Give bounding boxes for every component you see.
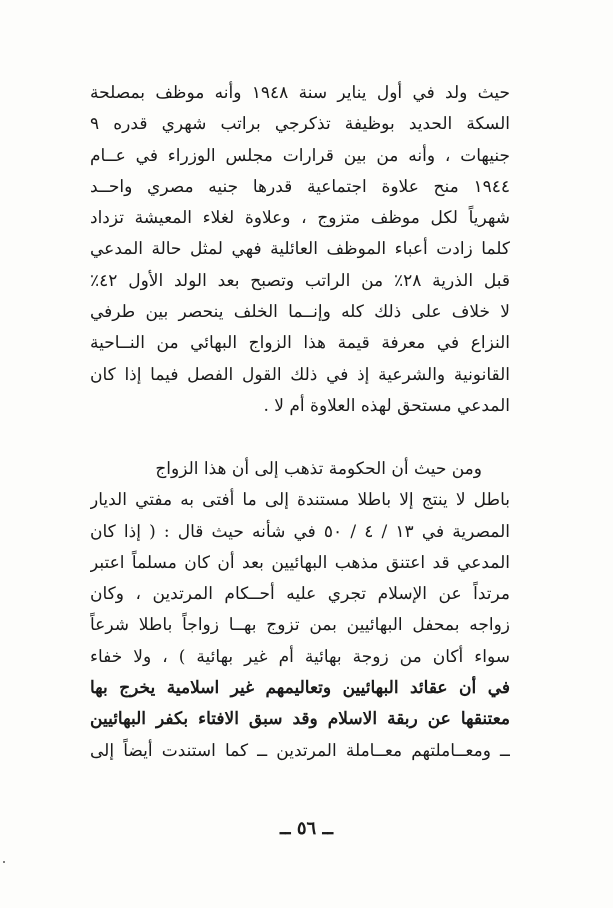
text-line: المدعي قد اعتنق مذهب البهائيين بعد أن كان مسلماً اعتبر	[90, 552, 510, 573]
text-line: ١٩٤٤ منح علاوة اجتماعية قدرها جنيه مصري واحــد	[90, 176, 510, 197]
text-line: المدعي مستحق لهذه العلاوة أم لا .	[263, 395, 510, 416]
text-line: السكة الحديد بوظيفة تذكرجي براتب شهري قدره ٩	[90, 114, 510, 135]
text-line: النزاع في معرفة قيمة هذا الزواج البهائي من النــاحية	[90, 333, 510, 354]
text-line: في أن عقائد البهائيين وتعاليمهم غير اسلامية يخرج بها	[90, 678, 510, 699]
text-line: ومن حيث أن الحكومة تذهب إلى أن هذا الزواج	[155, 459, 482, 479]
text-line: حيث ولد في أول يناير سنة ١٩٤٨ وأنه موظف بمصلحة	[90, 83, 510, 103]
text-line: سواء أكان من زوجة بهائية أم غير بهائية ) ، ولا خفاء	[90, 646, 510, 667]
page-number: ــ ٥٦ ــ	[280, 818, 333, 839]
scan-speck	[3, 861, 5, 863]
text-line: ــ ومعــاملتهم معــاملة المرتدين ــ كما استندت أيضاً إلى	[90, 740, 510, 761]
text-line: زواجه بمحفل البهائيين بمن تزوج بهــا زواجاً باطلا شرعاً	[90, 615, 510, 636]
text-line: معتنقها عن ربقة الاسلام وقد سبق الافتاء بكفر البهائيين	[90, 709, 510, 730]
text-line: قبل الذرية ٢٨٪ من الراتب وتصبح بعد الولد الأول ٤٢٪	[90, 270, 510, 291]
paragraph-1	[90, 78, 510, 422]
paragraph-2	[90, 454, 510, 767]
text-line: باطل لا ينتج إلا باطلا مستندة إلى ما أفتى به مفتي الديار	[90, 490, 510, 511]
text-line: لا خلاف على ذلك كله وإنــما الخلف ينحصر بين طرفي	[90, 302, 510, 323]
text-line: المصرية في ١٣ / ٤ / ٥٠ في شأنه حيث قال : ( إذا كان	[90, 521, 510, 542]
text-line: مرتداً عن الإسلام تجري عليه أحــكام المرتدين ، وكان	[90, 584, 510, 605]
text-line: جنيهات ، وأنه من بين قرارات مجلس الوزراء في عــام	[90, 145, 510, 166]
text-line: القانونية والشرعية إذ في ذلك القول الفصل فيما إذا كان	[90, 364, 510, 385]
text-line: كلما زادت أعباء الموظف العائلية فهي لمثل حالة المدعي	[90, 239, 510, 260]
text-line: شهرياً لكل موظف متزوج ، وعلاوة لغلاء المعيشة تزداد	[90, 208, 510, 229]
